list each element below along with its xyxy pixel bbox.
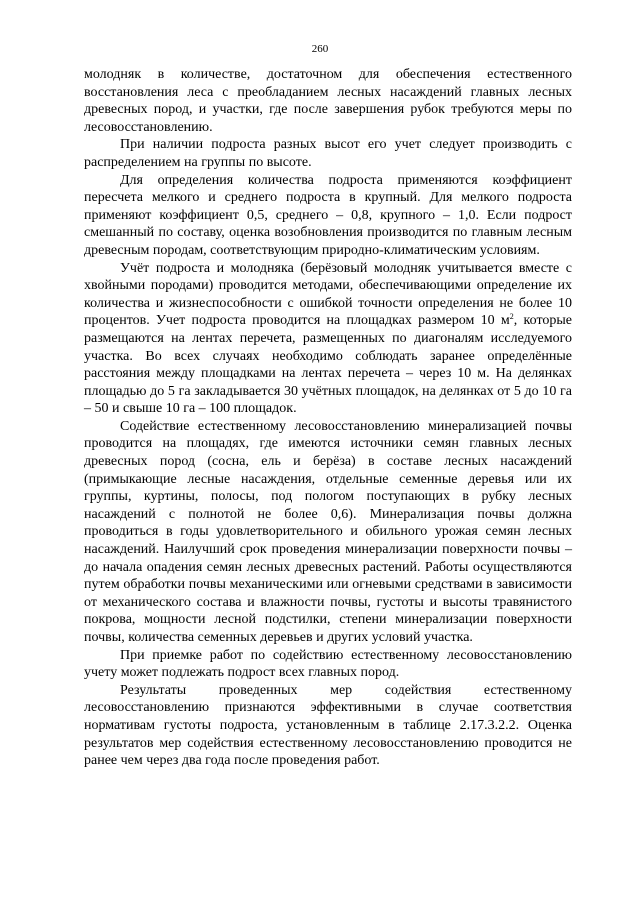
paragraph-continuation: молодняк в количестве, достаточном для обеспечения естественного восстановления леса с преобладанием лесных насаждений главных лесных древесных пород, и участки, где после завершения рубок требуются меры по лесовосстановлению. [84,67,572,135]
paragraph-acceptance: При приемке работ по содействию естественному лесовосстановлению учету может подлежать подрост всех главных пород. [84,647,572,681]
paragraph-undergrowth-accounting [84,260,572,418]
paragraph-results: Результаты проведенных мер содействия естественному лесовосстановлению признаются эффективными в случае соответствия нормативам густоты подроста, установленным в таблице 2.17.3.2.2. Оценка результатов мер содействия естественному лесовосстановлению проводится не ранее чем через два года после проведения работ. [84,682,572,769]
body-text [84,66,572,770]
paragraph-conversion-coefficients: Для определения количества подроста применяются коэффициент пересчета мелкого и среднего подроста в крупный. Для мелкого подроста применяют коэффициент 0,5, среднего – 0,8, крупного – 1,0. Если подрост смешанный по составу, оценка возобновления производится по главным лесным древесным породам, соответствующим природно-климатическим условиям. [84,172,572,258]
paragraph-soil-mineralization: Содействие естественному лесовосстановлению минерализацией почвы проводится на площадях, где имеются источники семян главных лесных древесных пород (сосна, ель и берёза) в составе лесных насаждений (примыкающие лесные насаждения, отдельные семенные деревья или их группы, куртины, полосы, под пологом поступающих в рубку лесных насаждений с полнотой не более 0,6). Минерализация почвы должна проводиться в годы удовлетворительного и обильного урожая семян лесных насаждений. Наилучший срок проведения минерализации поверхности почвы – до начала опадения семян лесных древесных растений. Работы осуществляются путем обработки почвы механическими или огневыми средствами в зависимости от механического состава и влажности почвы, густоты и высоты травянистого покрова, мощности лесной подстилки, степени минерализации поверхности почвы, количества семенных деревьев и других условий участка. [84,418,572,645]
paragraph-text: Учёт подроста и молодняка (берёзовый молодняк учитывается вместе с хвойными породами) проводится методами, обеспечивающими определение их количества и жизнеспособности с ошибкой точности определения не более 10 процентов. Учет подроста проводится на площадках размером 10 м [84,260,572,329]
paragraph-text: , которые размещаются на лентах перечета, размещенных по диагоналям исследуемого участка. Во всех случаях необходимо соблюдать заранее определённые расстояния между площадками на лентах перечета – через 10 м. На делянках площадью до 5 га закладывается 30 учётных площадок, на делянках от 5 до 10 га – 50 и свыше 10 га – 100 площадок. [84,313,572,417]
page-number: 260 [311,43,329,55]
paragraph-undergrowth-groups: При наличии подроста разных высот его учет следует производить с распределением на группы по высоте. [84,137,572,170]
superscript: 2 [509,312,514,322]
